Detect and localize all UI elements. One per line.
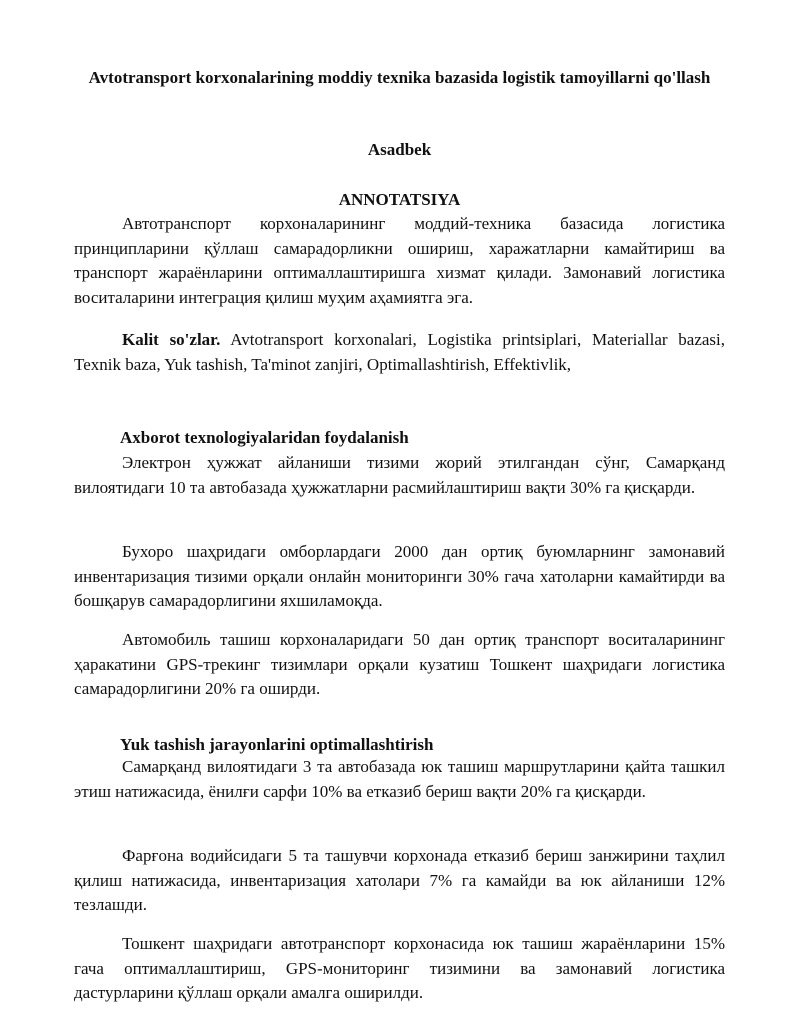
keywords-paragraph (74, 328, 725, 377)
body-paragraph: Тошкент шаҳридаги автотранспорт корхонасида юк ташиш жараёнларини 15% гача оптималлаштириш, GPS-мониторинг тизимини ва замонавий логистика дастурларини қўллаш орқали амалга оширилди. (74, 934, 725, 1002)
keywords-label: Kalit so'zlar. (122, 330, 221, 349)
body-paragraph: Самарқанд вилоятидаги 3 та автобазада юк ташиш маршрутларини қайта ташкил этиш натижасида, ёнилғи сарфи 10% ва етказиб бериш вақти 20% га қисқарди. (74, 757, 725, 801)
body-paragraph: Бухоро шаҳридаги омборлардаги 2000 дан ортиқ буюмларнинг замонавий инвентаризация тизими орқали онлайн мониторинги 30% гача хатоларни камайтирди ва бошқарув самарадорлигини яхшиламоқда. (74, 542, 725, 610)
document-page (74, 0, 725, 1035)
body-paragraph: Фарғона водийсидаги 5 та ташувчи корхонада етказиб бериш занжирини таҳлил қилиш натижасида, инвентаризация хатолари 7% га камайди ва юк айланиши 12% тезлашди. (74, 846, 725, 914)
annotation-heading: ANNOTATSIYA (338, 190, 461, 209)
keywords-list: Avtotransport korxonalari, Logistika printsiplari, Materiallar bazasi, Texnik baza, Yuk tashish, Ta'minot zanjiri, Optimallashtirish, Effektivlik, (74, 330, 725, 374)
document-title: Avtotransport korxonalarining moddiy texnika bazasida logistik tamoyillarni qo'llash (88, 68, 711, 87)
section-heading: Axborot texnologiyalaridan foydalanish (120, 428, 409, 447)
body-paragraph: Электрон ҳужжат айланиши тизими жорий этилгандан сўнг, Самарқанд вилоятидаги 10 та автобазада ҳужжатларни расмийлаштириш вақти 30% га қисқарди. (74, 453, 725, 497)
section-heading: Yuk tashish jarayonlarini optimallashtirish (120, 735, 434, 754)
body-paragraph: Автомобиль ташиш корхоналаридаги 50 дан ортиқ транспорт воситаларининг ҳаракатини GPS-трекинг тизимлари орқали кузатиш Тошкент шаҳридаги логистика самарадорлигини 20% га оширди. (74, 630, 725, 698)
author-name: Asadbek (367, 140, 432, 159)
annotation-paragraph: Автотранспорт корхоналарининг моддий-техника базасида логистика принципларини қўллаш самарадорликни ошириш, харажатларни камайтириш ва транспорт жараёнларини оптималлаштиришга хизмат қилади. Замонавий логистика воситаларини интеграция қилиш муҳим аҳамиятга эга. (74, 214, 725, 307)
